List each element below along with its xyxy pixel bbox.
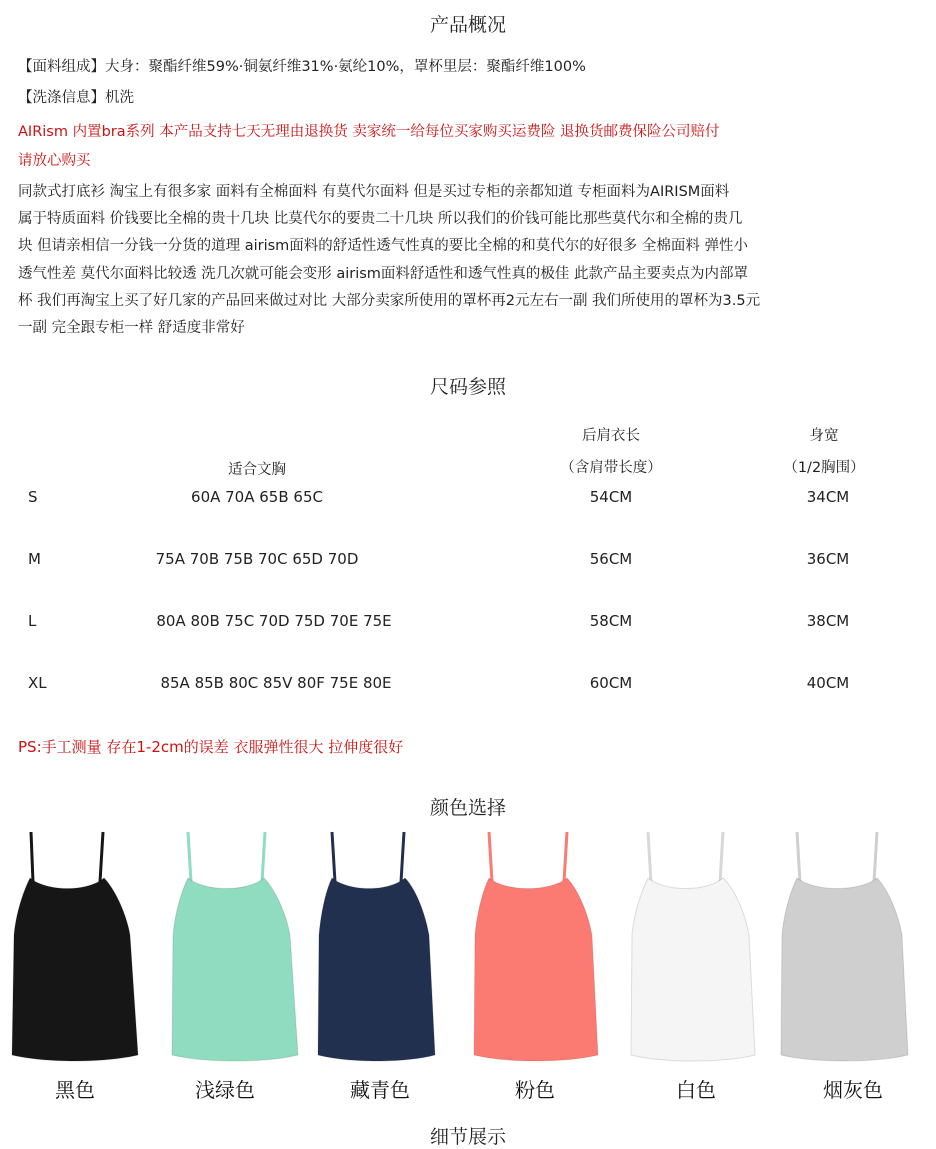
size-cell: L: [28, 612, 37, 630]
fit-cell: 85A 85B 80C 85V 80F 75E 80E: [160, 674, 392, 692]
size-cell: S: [28, 488, 38, 506]
description-line: 属于特质面料 价钱要比全棉的贵十几块 比莫代尔的要贵二十几块 所以我们的价钱可能比那些莫代尔和全棉的贵几: [18, 211, 743, 228]
color-option-black[interactable]: [0, 830, 150, 1110]
description-line: 一副 完全跟专柜一样 舒适度非常好: [18, 320, 245, 337]
camisole-image: [0, 830, 150, 1070]
promo-line-2: 请放心购买: [18, 153, 91, 169]
width-cell: 38CM: [806, 612, 850, 630]
size-chart-title: 尺码参照: [429, 376, 506, 398]
width-cell: 34CM: [806, 488, 850, 506]
header-width-line2: （1/2胸围）: [783, 460, 865, 476]
color-label: 白色: [676, 1078, 716, 1102]
color-label: 烟灰色: [823, 1078, 883, 1102]
fit-cell: 60A 70A 65B 65C: [191, 488, 323, 506]
length-cell: 60CM: [589, 674, 633, 692]
width-cell: 36CM: [806, 550, 850, 568]
color-option-navy[interactable]: [305, 830, 455, 1110]
size-table: [0, 418, 936, 708]
camisole-image: [460, 830, 610, 1070]
color-option-smoke-gray[interactable]: [778, 830, 928, 1110]
promo-line-1: AIRism 内置bra系列 本产品支持七天无理由退换货 卖家统一给每位买家购买运费险 退换货邮费保险公司赔付: [18, 124, 720, 140]
table-row: [0, 674, 936, 698]
details-section-title: 细节展示: [429, 1126, 506, 1148]
color-option-pink[interactable]: [460, 830, 610, 1110]
washing-info: 【洗涤信息】机洗: [18, 90, 134, 106]
camisole-image: [305, 830, 455, 1070]
description-line: 同款式打底衫 淘宝上有很多家 面料有全棉面料 有莫代尔面料 但是买过专柜的亲都知道 专柜面料为AIRISM面料: [18, 184, 730, 200]
color-label: 粉色: [515, 1078, 555, 1102]
color-label: 黑色: [55, 1078, 95, 1102]
color-option-white[interactable]: [621, 830, 771, 1110]
header-length-line1: 后肩衣长: [582, 428, 640, 444]
header-fit: 适合文胸: [228, 462, 286, 478]
color-label: 浅绿色: [195, 1078, 255, 1102]
camisole-image: [621, 830, 771, 1070]
color-option-light-green[interactable]: [150, 830, 300, 1110]
width-cell: 40CM: [806, 674, 850, 692]
table-row: [0, 612, 936, 636]
length-cell: 54CM: [589, 488, 633, 506]
measurement-note: PS:手工测量 存在1-2cm的误差 衣服弹性很大 拉伸度很好: [18, 738, 404, 756]
table-row: [0, 488, 936, 512]
description-line: 块 但请亲相信一分钱一分货的道理 airism面料的舒适性透气性真的要比全棉的和莫代尔的好很多 全棉面料 弹性小: [18, 238, 749, 255]
color-label: 藏青色: [350, 1078, 410, 1102]
description-line: 透气性差 莫代尔面料比较透 洗几次就可能会变形 airism面料舒适性和透气性真的极佳 此款产品主要卖点为内部罩: [18, 265, 749, 282]
overview-title: 产品概况: [429, 14, 506, 36]
size-cell: M: [28, 550, 41, 568]
size-cell: XL: [28, 674, 47, 692]
length-cell: 58CM: [589, 612, 633, 630]
fit-cell: 80A 80B 75C 70D 75D 70E 75E: [156, 612, 392, 630]
header-length-line2: （含肩带长度）: [560, 460, 662, 476]
length-cell: 56CM: [589, 550, 633, 568]
header-width-line1: 身宽: [809, 428, 839, 444]
description-line: 杯 我们再淘宝上买了好几家的产品回来做过对比 大部分卖家所使用的罩杯再2元左右一副 我们所使用的罩杯为3.5元: [18, 292, 761, 309]
table-row: [0, 550, 936, 574]
color-section-title: 颜色选择: [429, 797, 506, 819]
camisole-image: [778, 830, 928, 1070]
color-options: [0, 830, 936, 1110]
camisole-image: [150, 830, 300, 1070]
fabric-composition: 【面料组成】大身：聚酯纤维59%·铜氨纤维31%·氨纶10%，罩杯里层：聚酯纤维100%: [18, 59, 586, 75]
fit-cell: 75A 70B 75B 70C 65D 70D: [155, 550, 359, 568]
description-text: [18, 179, 930, 342]
